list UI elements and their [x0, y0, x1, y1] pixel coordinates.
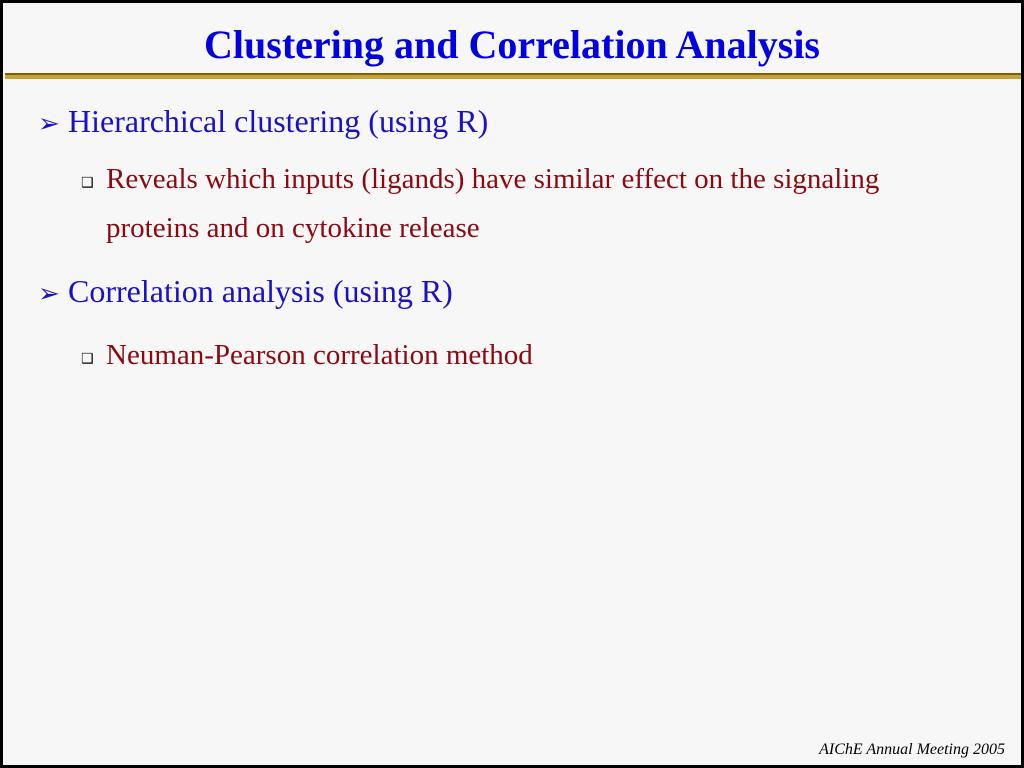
- arrow-bullet-icon: ➢: [38, 279, 60, 309]
- bullet-correlation-analysis: [38, 271, 453, 314]
- bullet-text: Hierarchical clustering (using R): [68, 103, 489, 139]
- sub-bullet-text: Reveals which inputs (ligands) have similar effect on the signaling proteins and on cytokine release: [106, 163, 880, 244]
- square-bullet-icon: ❑: [81, 351, 94, 367]
- sub-bullet-text: Neuman-Pearson correlation method: [106, 339, 533, 371]
- title-divider: [5, 73, 1021, 79]
- square-bullet-icon: ❑: [81, 175, 94, 191]
- slide-title: Clustering and Correlation Analysis: [204, 22, 820, 67]
- sub-bullet-reveals: [81, 155, 906, 253]
- bullet-hierarchical-clustering: [38, 101, 488, 144]
- arrow-bullet-icon: ➢: [38, 109, 60, 139]
- slide: [3, 3, 1021, 765]
- footer-text: AIChE Annual Meeting 2005: [819, 741, 1005, 758]
- bullet-text: Correlation analysis (using R): [68, 273, 453, 309]
- sub-bullet-neuman-pearson: [81, 331, 906, 384]
